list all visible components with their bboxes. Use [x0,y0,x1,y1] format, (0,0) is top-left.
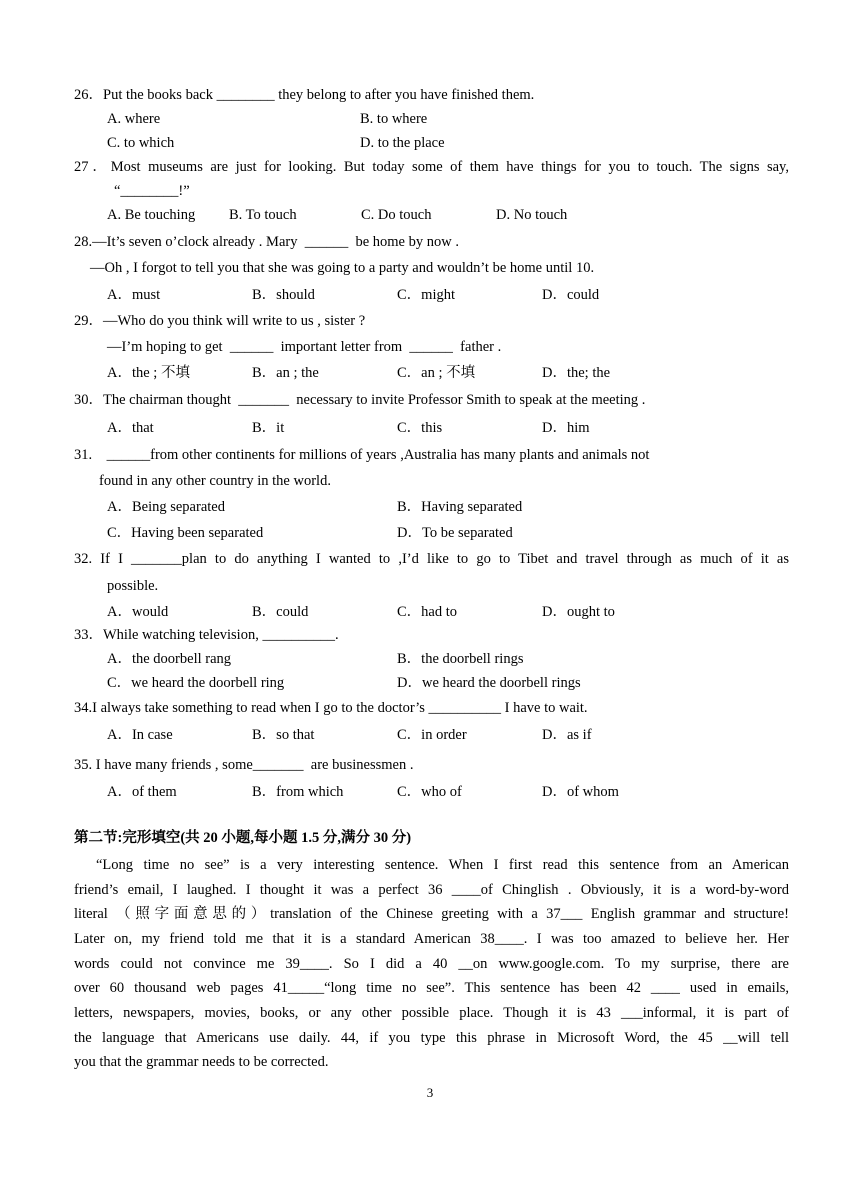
question-32-option-a: A．would [107,604,169,620]
section-heading: 第二节:完形填空(共 20 小题,每小题 1.5 分,满分 30 分) [74,830,412,846]
question-35-option-a: A．of them [107,784,177,800]
question-32-stem: 32. If I _______plan to do anything I wanted to ,I’d like to go to Tibet and travel through as much of it as [74,551,789,567]
passage-line-9: you that the grammar needs to be corrected. [74,1054,329,1070]
question-29-option-c: C．an ; 不填 [397,365,476,381]
question-26-option-b: B. to where [360,111,428,127]
question-30-option-a: A．that [107,420,154,436]
question-28-stem-line2: —Oh , I forgot to tell you that she was going to a party and wouldn’t be home until 10. [90,260,595,276]
question-29-stem: 29．—Who do you think will write to us , sister ? [74,313,366,329]
question-30-option-d: D．him [542,420,590,436]
passage-line-7: letters, newspapers, movies, books, or any other possible place. Though it is 43 ___informal, it is part of [74,1005,789,1021]
question-31-option-b: B．Having separated [397,499,523,515]
question-35-option-c: C．who of [397,784,462,800]
question-29-option-d: D．the; the [542,365,611,381]
question-32-option-b: B．could [252,604,309,620]
question-31-option-d: D．To be separated [397,525,513,541]
question-27-stem: 27．Most museums are just for looking. But today some of them have things for you to touch. The signs say, [74,159,789,175]
question-33-stem: 33．While watching television, __________. [74,627,339,643]
question-31-stem: 31. ______from other continents for millions of years ,Australia has many plants and animals not [74,447,650,463]
question-27-option-d: D. No touch [496,207,568,223]
question-28-option-a: A．must [107,287,161,303]
question-27-option-b: B. To touch [229,207,297,223]
question-27-option-a: A. Be touching [107,207,196,223]
question-26-stem: 26．Put the books back ________ they belong to after you have finished them. [74,87,535,103]
question-27-option-c: C. Do touch [361,207,432,223]
question-28-option-c: C．might [397,287,456,303]
question-34-stem: 34.I always take something to read when I go to the doctor’s __________ I have to wait. [74,700,588,716]
passage-line-5: words could not convince me 39____. So I did a 40 __on www.google.com. To my surprise, there are [74,956,789,972]
passage-line-8: the language that Americans use daily. 44, if you type this phrase in Microsoft Word, the 45 __will tell [74,1030,789,1046]
question-32-option-c: C．had to [397,604,458,620]
passage-line-3: literal （照字面意思的）translation of the Chinese greeting with a 37___ English grammar and structure! [74,906,789,922]
question-29-option-b: B．an ; the [252,365,319,381]
question-28-option-b: B．should [252,287,315,303]
question-28-option-d: D．could [542,287,600,303]
question-35-stem: 35. I have many friends , some_______ are businessmen . [74,757,414,773]
passage-line-2: friend’s email, I laughed. I thought it was a perfect 36 ____of Chinglish . Obviously, it is a word-by-word [74,882,789,898]
passage-line-4: Later on, my friend told me that it is a standard American 38____. I was too amazed to believe her. Her [74,931,789,947]
question-33-option-c: C．we heard the doorbell ring [107,675,285,691]
question-34-option-a: A．In case [107,727,173,743]
question-30-stem: 30．The chairman thought _______ necessary to invite Professor Smith to speak at the meeting . [74,392,646,408]
question-28-stem: 28.—It’s seven o’clock already . Mary ______ be home by now . [74,234,459,250]
question-27-stem-line2: “________!” [114,183,190,199]
question-29-stem-line2: —I’m hoping to get ______ important letter from ______ father . [107,339,502,355]
question-30-option-b: B．it [252,420,285,436]
question-29-option-a: A．the ; 不填 [107,365,190,381]
page-number: 3 [426,1085,434,1100]
question-31-option-a: A．Being separated [107,499,225,515]
question-26-option-d: D. to the place [360,135,445,151]
question-31-option-c: C．Having been separated [107,525,264,541]
question-34-option-d: D．as if [542,727,592,743]
question-34-option-c: C．in order [397,727,467,743]
question-32-stem-line2: possible. [107,578,159,594]
question-26-option-a: A. where [107,111,161,127]
question-32-option-d: D．ought to [542,604,615,620]
question-34-option-b: B．so that [252,727,315,743]
question-31-stem-line2: found in any other country in the world. [99,473,331,489]
question-33-option-b: B．the doorbell rings [397,651,524,667]
question-35-option-d: D．of whom [542,784,619,800]
question-26-option-c: C. to which [107,135,175,151]
question-33-option-a: A．the doorbell rang [107,651,232,667]
passage-line-6: over 60 thousand web pages 41_____“long time no see”. This sentence has been 42 ____ used in emails, [74,980,789,996]
passage-line-1: “Long time no see” is a very interesting sentence. When I first read this sentence from an American [96,857,789,873]
question-30-option-c: C．this [397,420,443,436]
question-33-option-d: D．we heard the doorbell rings [397,675,581,691]
question-35-option-b: B．from which [252,784,344,800]
